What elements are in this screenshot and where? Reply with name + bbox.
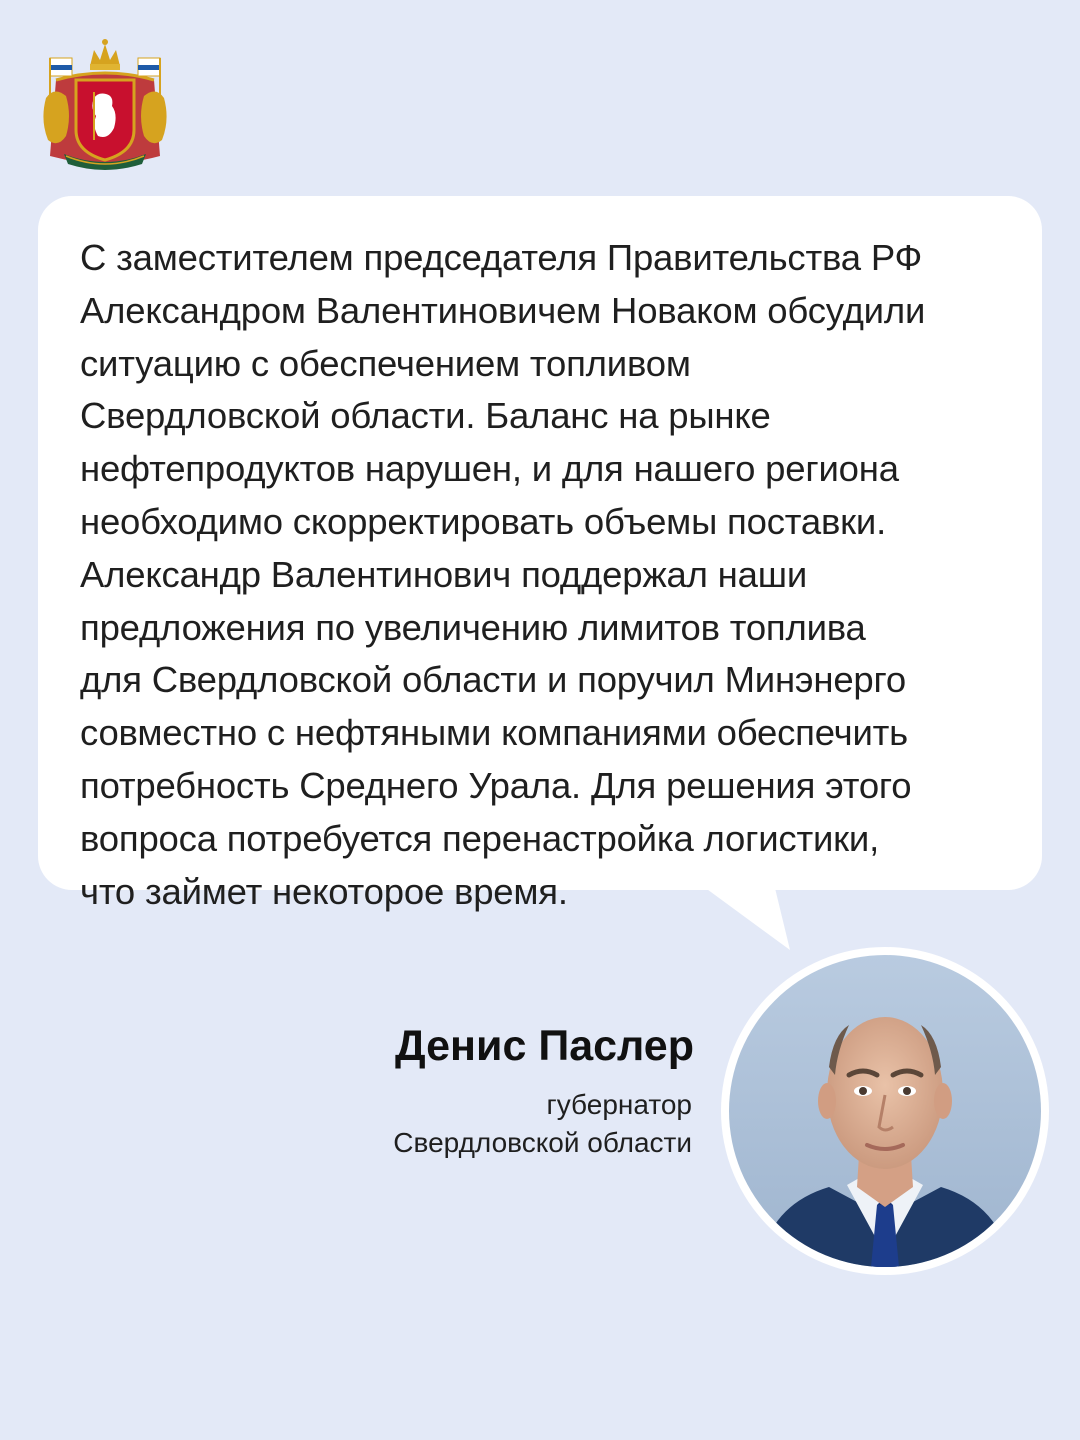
speaker-name: Денис Паслер — [394, 1022, 694, 1070]
speaker-photo — [729, 955, 1041, 1267]
avatar — [721, 947, 1049, 1275]
quote-text: С заместителем председателя Правительства РФ Александром Валентиновичем Новаком обсудили ситуацию с обеспечением топливом Свердловской области. Баланс на рынке нефтепродуктов нарушен, и для нашего региона необходимо скорректировать объемы поставки. Александр Валентинович поддержал наши предложения по увеличению лимитов топлива для Свердловской области и поручил Минэнерго совместно с нефтяными компаниями обеспечить потребность Среднего Урала. Для решения этого вопроса потребуется перенастройка логистики, что займет некоторое время. — [80, 237, 926, 912]
speaker-title: губернатор Свердловской области — [393, 1089, 692, 1158]
coat-of-arms-icon — [36, 36, 174, 178]
